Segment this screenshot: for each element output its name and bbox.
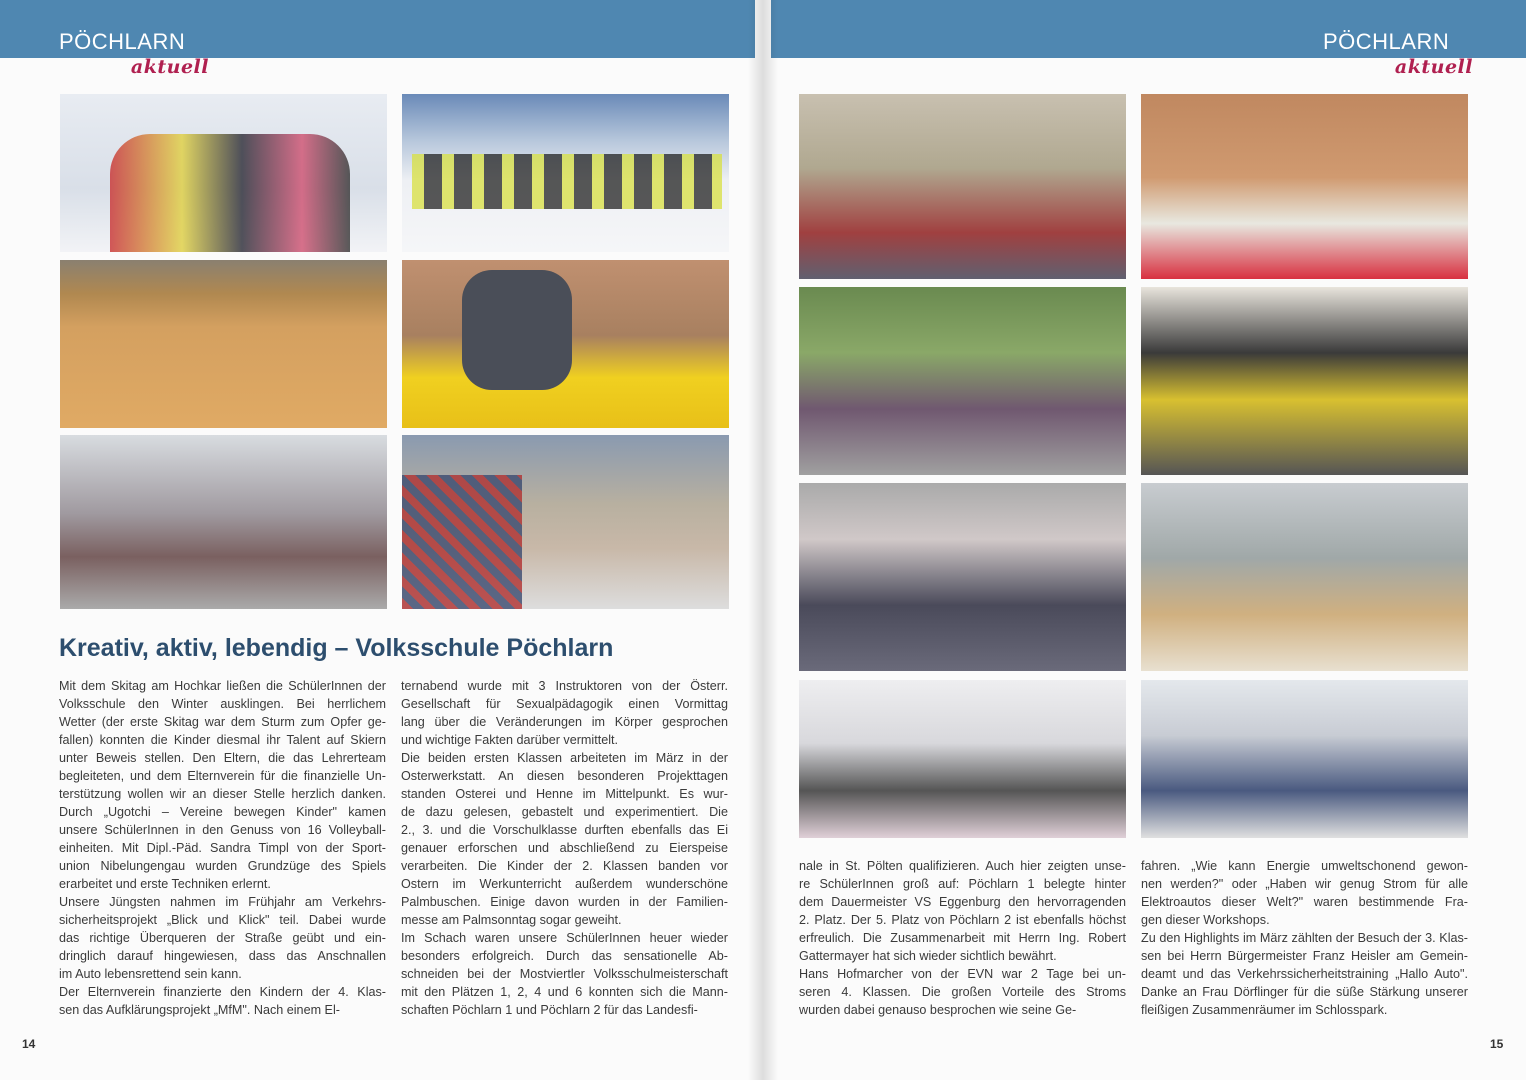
text-line: fallen) konnten die Kinder diesmal ihr Talent auf Skiern <box>59 733 386 747</box>
photo-ski-line <box>402 94 729 252</box>
text-line: 2. Platz. Der 5. Platz von Pöchlarn 2 ist ebenfalls höchst <box>799 913 1126 927</box>
article-title: Kreativ, aktiv, lebendig – Volksschule Pöchlarn <box>59 634 614 662</box>
text-line: Osterwerkstatt. An diesen besonderen Projekttagen <box>401 769 728 783</box>
text-line: Elektroautos dieser Welt?" waren bestimmende Fra- <box>1141 895 1468 909</box>
text-line: 2., 3. und die Vorschulklasse durften ebenfalls das Ei <box>401 823 728 837</box>
photo-girl-drawing <box>1141 94 1468 279</box>
text-line: Unsere Jüngsten nahmen im Frühjahr am Verkehrs- <box>59 895 386 909</box>
text-line: deamt und das Verkehrssicherheitstraining „Hallo Auto". <box>1141 967 1468 981</box>
photo-certificates-1 <box>799 680 1126 838</box>
photo-car-seat-demo <box>402 260 729 428</box>
text-line: Durch „Ugotchi – Vereine bewegen Kinder" kamen <box>59 805 386 819</box>
logo-right <box>1323 30 1473 78</box>
text-line: Palmbuschen. Einige davon wurden in der Familien- <box>401 895 728 909</box>
text-line: besonders erfolgreich. Durch das sensationelle Ab- <box>401 949 728 963</box>
text-line: im Auto lebensrettend sein kann. <box>59 967 242 981</box>
text-line: erarbeitet und erste Techniken erlernt. <box>59 877 271 891</box>
text-line: dem Dauermeister VS Eggenburg den hervorragenden <box>799 895 1126 909</box>
photo-ski-group <box>60 94 387 252</box>
text-line: Mit dem Skitag am Hochkar ließen die SchülerInnen der <box>59 679 386 693</box>
text-line: de dazu gelesen, gebastelt und experimentiert. Die <box>401 805 728 819</box>
text-line: dringlich darauf hingewiesen, dass das Anschnallen <box>59 949 386 963</box>
photo-hallo-auto-kids <box>799 94 1126 279</box>
text-line: und wichtige Fakten darüber vermittelt. <box>401 733 618 747</box>
text-line: messe am Palmsonntag sogar geweiht. <box>401 913 622 927</box>
text-line: terstützung wollen wir an dieser Stelle herzlich danken. <box>59 787 386 801</box>
photo-certificates-2 <box>1141 680 1468 838</box>
photo-park-cleanup <box>799 287 1126 475</box>
text-line: genauer erforschen und abschließend zu Eierspeise <box>401 841 728 855</box>
text-line: Wetter (der erste Skitag war dem Sturm zum Opfer ge- <box>59 715 386 729</box>
logo-left <box>59 30 209 78</box>
text-line: sen bei Herrn Bürgermeister Franz Heisler am Gemein- <box>1141 949 1468 963</box>
text-line: fleißigen Zusammenräumer im Schlosspark. <box>1141 1003 1388 1017</box>
text-line: seren 4. Klassen. Die großen Vorteile des Stroms <box>799 985 1126 999</box>
text-line: unsere SchülerInnen in den Genuss von 16 Volleyball- <box>59 823 386 837</box>
page-number-right: 15 <box>1490 1037 1504 1051</box>
text-line: union Nibelungengau wurden Grundzüge des Spiels <box>59 859 386 873</box>
text-line: Die beiden ersten Klassen arbeiteten im März in der <box>401 751 728 765</box>
logo-main: PÖCHLARN <box>1323 29 1450 54</box>
text-column <box>59 677 386 1019</box>
text-line: Ostern im Werkunterricht außerdem wunderschöne <box>401 877 728 891</box>
text-line: schneiden bei der Mostviertler Volksschulmeisterschaft <box>401 967 728 981</box>
text-line: nale in St. Pölten qualifizieren. Auch hier zeigten unse- <box>799 859 1126 873</box>
text-line: gen dieser Workshops. <box>1141 913 1270 927</box>
text-line: ternabend wurde mit 3 Instruktoren von der Österr. <box>401 679 728 693</box>
page-gutter <box>748 0 778 1080</box>
text-column <box>799 857 1126 1019</box>
text-line: nen werden?" oder „Haben wir genug Strom für alle <box>1141 877 1468 891</box>
text-line: Der Elternverein finanzierte den Kindern der 4. Klas- <box>59 985 386 999</box>
text-line: Volksschule den Winter ausklingen. Bei herrlichem <box>59 697 386 711</box>
text-column <box>1141 857 1468 1019</box>
text-line: Zu den Highlights im März zählten der Besuch der 3. Klas- <box>1141 931 1468 945</box>
page-number-left: 14 <box>22 1037 36 1051</box>
text-line: erfreulich. Die Zusammenarbeit mit Herrn Ing. Robert <box>799 931 1126 945</box>
text-line: begleiteten, und dem Elternverein für die finanzielle Un- <box>59 769 386 783</box>
logo-sub: aktuell <box>1394 56 1473 78</box>
text-line: unter Beweis stellen. Den Eltern, die das Lehrerteam <box>59 751 386 765</box>
photo-chess <box>1141 483 1468 671</box>
photo-kinder-gottes-garten <box>1141 287 1468 475</box>
text-line: sicherheitsprojekt „Blick und Klick" teil. Dabei wurde <box>59 913 386 927</box>
text-line: Im Schach waren unsere SchülerInnen heuer wieder <box>401 931 728 945</box>
text-line: Gattermayer hat sich wieder sichtlich bewährt. <box>799 949 1057 963</box>
photo-classroom-teacher <box>402 435 729 609</box>
text-line: Hans Hofmarcher von der EVN war 2 Tage bei un- <box>799 967 1126 981</box>
text-line: sen das Aufklärungsprojekt „MfM". Nach einem El- <box>59 1003 340 1017</box>
text-line: re SchülerInnen groß auf: Pöchlarn 1 belegte hinter <box>799 877 1126 891</box>
photo-volleyball-gym <box>60 260 387 428</box>
photo-classroom-lab <box>60 435 387 609</box>
text-line: fahren. „Wie kann Energie umweltschonend gewon- <box>1141 859 1468 873</box>
text-line: mit den Plätzen 1, 2, 4 und 6 konnten sich die Mann- <box>401 985 728 999</box>
text-line: Danke an Frau Dörflinger für die süße Stärkung unserer <box>1141 985 1468 999</box>
text-line: verarbeiten. Die Kinder der 2. Klassen banden vor <box>401 859 728 873</box>
text-line: lang über die Veränderungen im Körper gesprochen <box>401 715 728 729</box>
text-column <box>401 677 728 1019</box>
text-line: wurden dabei genauso besprochen wie seine Ge- <box>799 1003 1077 1017</box>
text-line: einheiten. Mit Dipl.-Päd. Sandra Timpl von der Sport- <box>59 841 386 855</box>
text-line: standen Osterei und Henne im Mittelpunkt. Es wur- <box>401 787 728 801</box>
photo-class-group <box>799 483 1126 671</box>
logo-sub: aktuell <box>130 56 209 78</box>
text-line: Gesellschaft für Sexualpädagogik einen Vormittag <box>401 697 728 711</box>
text-line: das richtige Überqueren der Straße geübt und ein- <box>59 931 386 945</box>
logo-main: PÖCHLARN <box>59 29 186 54</box>
text-line: schaften Pöchlarn 1 und Pöchlarn 2 für das Landesfi- <box>401 1003 698 1017</box>
